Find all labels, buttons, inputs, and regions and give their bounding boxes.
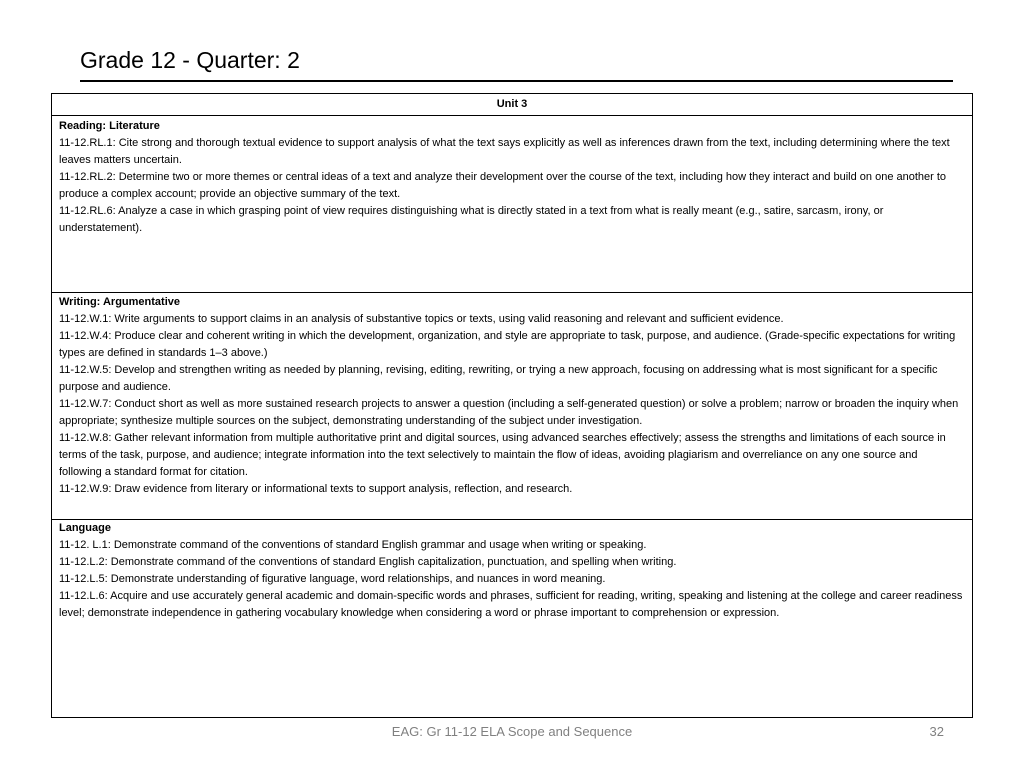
standard-w5: 11-12.W.5: Develop and strengthen writing as needed by planning, revising, editing, rewriting, or trying a new approach, focusing on addressing what is most significant for a specific purpose and audience.	[59, 364, 938, 393]
standard-rl2: 11-12.RL.2: Determine two or more themes or central ideas of a text and analyze their development over the course of the text, including how they interact and build on one another to produce a complex account; provide an objective summary of the text.	[59, 171, 947, 200]
standard-w4: 11-12.W.4: Produce clear and coherent writing in which the development, organization, and style are appropriate to task, purpose, and audience. (Grade-specific expectations for writing types are defined in standards 1–3 above.)	[59, 330, 956, 359]
writing-argumentative-section	[52, 292, 972, 519]
scope-table	[51, 93, 973, 718]
title-divider	[80, 80, 953, 82]
footer-label: EAG: Gr 11-12 ELA Scope and Sequence	[391, 724, 633, 739]
standard-w1: 11-12.W.1: Write arguments to support claims in an analysis of substantive topics or texts, using valid reasoning and relevant and sufficient evidence.	[59, 313, 784, 325]
page-title: Grade 12 - Quarter: 2	[80, 47, 300, 73]
standard-l5: 11-12.L.5: Demonstrate understanding of figurative language, word relationships, and nuances in word meaning.	[59, 573, 606, 585]
language-section	[52, 519, 972, 717]
standard-w9: 11-12.W.9: Draw evidence from literary or informational texts to support analysis, reflection, and research.	[59, 483, 573, 495]
section-heading-reading: Reading: Literature	[59, 120, 160, 132]
standard-l2: 11-12.L.2: Demonstrate command of the conventions of standard English capitalization, punctuation, and spelling when writing.	[59, 556, 677, 568]
standard-w8: 11-12.W.8: Gather relevant information from multiple authoritative print and digital sources, using advanced searches effectively; assess the strengths and limitations of each source in terms of the task, purpose, and audience; integrate information into the text selectively to maintain the flow of ideas, avoiding plagiarism and overreliance on any one source and following a standard format for citation.	[59, 432, 946, 478]
standard-rl1: 11-12.RL.1: Cite strong and thorough textual evidence to support analysis of what the text says explicitly as well as inferences drawn from the text, including determining where the text leaves matters uncertain.	[59, 137, 950, 166]
standard-l6: 11-12.L.6: Acquire and use accurately general academic and domain-specific words and phrases, sufficient for reading, writing, speaking and listening at the college and career readiness level; demonstrate independence in gathering vocabulary knowledge when considering a word or phrase important to comprehension or expression.	[59, 590, 963, 619]
page-number: 32	[929, 724, 944, 739]
standard-w7: 11-12.W.7: Conduct short as well as more sustained research projects to answer a question (including a self-generated question) or solve a problem; narrow or broaden the inquiry when appropriate; synthesize multiple sources on the subject, demonstrating understanding of the subject under investigation.	[59, 398, 959, 427]
section-heading-writing: Writing: Argumentative	[59, 296, 181, 308]
standard-rl6: 11-12.RL.6: Analyze a case in which grasping point of view requires distinguishing what is directly stated in a text from what is really meant (e.g., satire, sarcasm, irony, or understatement).	[59, 205, 884, 234]
standard-l1: 11-12. L.1: Demonstrate command of the conventions of standard English grammar and usage when writing or speaking.	[59, 539, 647, 551]
reading-literature-section	[52, 116, 972, 292]
section-heading-language: Language	[59, 522, 111, 534]
unit-header: Unit 3	[52, 94, 972, 116]
